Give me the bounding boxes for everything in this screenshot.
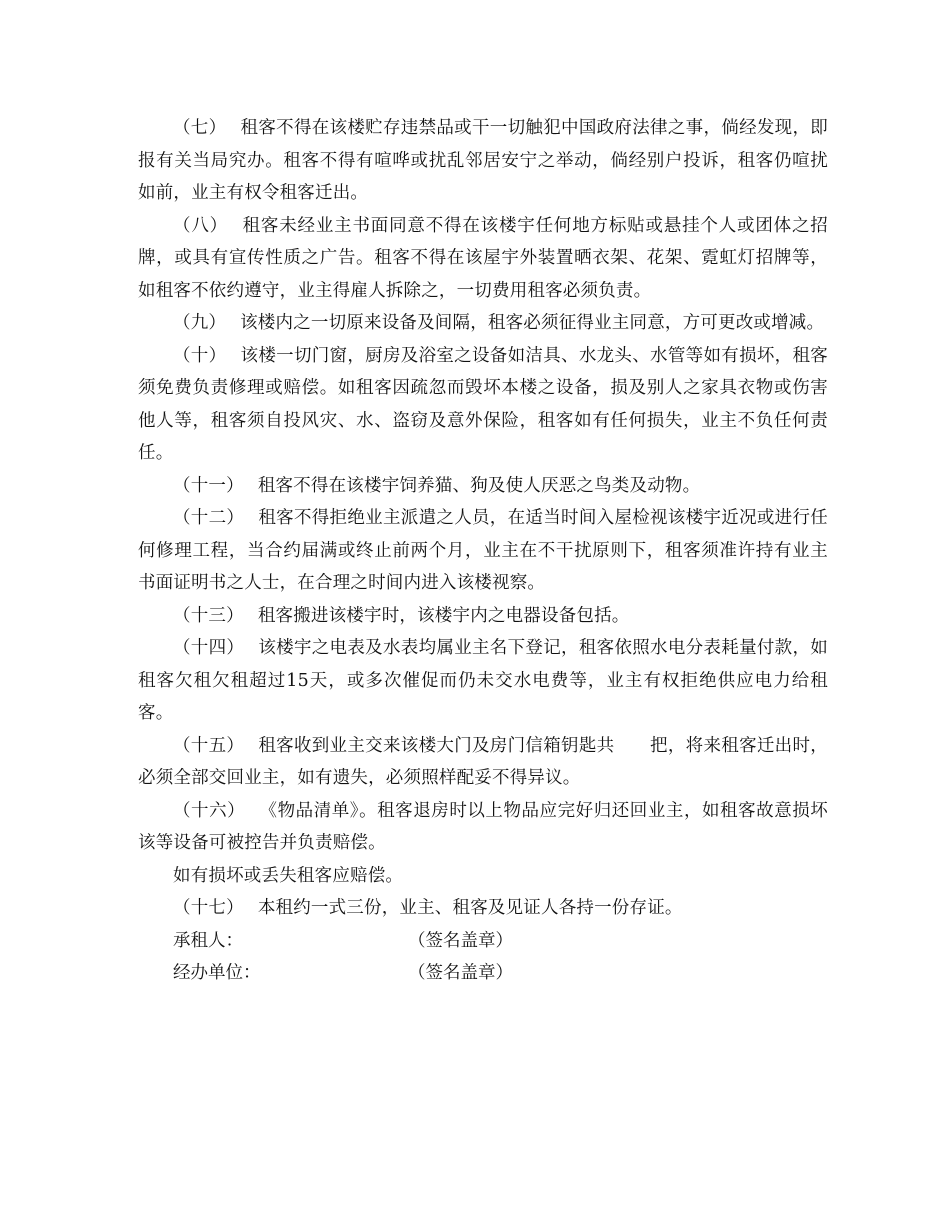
clause-number: （九） bbox=[173, 313, 227, 333]
signature-stamp-note: （签名盖章） bbox=[408, 930, 513, 951]
clause-number: （十四） bbox=[173, 638, 245, 658]
clause-text: 《物品清单》。租客退房时以上物品应完好归还回业主，如租客故意损坏该等设备可被控告并负责赔偿。 bbox=[138, 800, 828, 853]
clause-number: （十） bbox=[173, 345, 227, 366]
clause-text: 该楼内之一切原来设备及间隔，租客必须征得业主同意，方可更改或增减。 bbox=[240, 313, 825, 333]
clause-number: （十五） bbox=[173, 735, 245, 756]
clause-7 bbox=[138, 112, 828, 210]
clause-14 bbox=[138, 632, 828, 730]
clause-12 bbox=[138, 502, 828, 600]
clause-number: （十七） bbox=[173, 898, 244, 918]
clause-number: （十一） bbox=[173, 475, 244, 496]
clause-11 bbox=[138, 470, 828, 503]
clause-text: 租客收到业主交来该楼大门及房门信箱钥匙共 把，将来租客迁出时，必须全部交回业主，如有遗失，必须照样配妥不得异议。 bbox=[138, 735, 828, 788]
clause-text: 该楼一切门窗，厨房及浴室之设备如洁具、水龙头、水管等如有损坏，租客须免费负责修理或赔偿。如租客因疏忽而毁坏本楼之设备，损及别人之家具衣物或伤害他人等，租客须自投风灾、水、盗窃及意外保险，租客如有任何损失，业主不负任何责任。 bbox=[138, 345, 828, 463]
clause-text: 租客未经业主书面同意不得在该楼宇任何地方标贴或悬挂个人或团体之招牌，或具有宣传性质之广告。租客不得在该屋宇外装置晒衣架、花架、霓虹灯招牌等，如租客不依约遵守，业主得雇人拆除之，一切费用租客必须负责。 bbox=[138, 215, 828, 301]
clause-number: （七） bbox=[173, 118, 227, 138]
clause-number: （十三） bbox=[173, 605, 244, 626]
clause-number: （八） bbox=[173, 215, 228, 236]
contract-page bbox=[138, 112, 828, 990]
clause-text: 该楼宇之电表及水表均属业主名下登记，租客依照水电分表耗量付款，如租客欠租欠租超过15天，或多次催促而仍未交水电费等，业主有权拒绝供应电力给租客。 bbox=[138, 638, 828, 723]
signature-row-tenant bbox=[138, 925, 828, 958]
clause-number: （十二） bbox=[173, 508, 245, 528]
clause-8 bbox=[138, 210, 828, 308]
signature-stamp-note: （签名盖章） bbox=[408, 963, 513, 983]
damage-note: 如有损坏或丢失租客应赔偿。 bbox=[173, 865, 404, 886]
clause-text: 租客搬进该楼宇时，该楼宇内之电器设备包括。 bbox=[257, 605, 630, 626]
clause-number: （十六） bbox=[173, 800, 246, 821]
signature-label: 承租人： bbox=[173, 930, 243, 951]
clause-text: 租客不得拒绝业主派遣之人员，在适当时间入屋检视该楼宇近况或进行任何修理工程，当合约届满或终止前两个月，业主在不干扰原则下，租客须准许持有业主书面证明书之人士，在合理之时间内进入该楼视察。 bbox=[138, 508, 828, 593]
signature-row-agency bbox=[138, 957, 828, 990]
clause-16 bbox=[138, 795, 828, 860]
clause-text: 本租约一式三份，业主、租客及见证人各持一份存证。 bbox=[257, 898, 683, 918]
clause-13 bbox=[138, 600, 828, 633]
clause-text: 租客不得在该楼贮存违禁品或干一切触犯中国政府法律之事，倘经发现，即报有关当局究办。租客不得有喧哗或扰乱邻居安宁之举动，倘经别户投诉，租客仍喧扰如前，业主有权令租客迁出。 bbox=[138, 118, 828, 203]
clause-10 bbox=[138, 340, 828, 470]
signature-label: 经办单位： bbox=[173, 963, 261, 983]
clause-9 bbox=[138, 307, 828, 340]
clause-17 bbox=[138, 892, 828, 925]
clause-text: 租客不得在该楼宇饲养猫、狗及使人厌恶之鸟类及动物。 bbox=[257, 475, 701, 496]
clause-15 bbox=[138, 730, 828, 795]
